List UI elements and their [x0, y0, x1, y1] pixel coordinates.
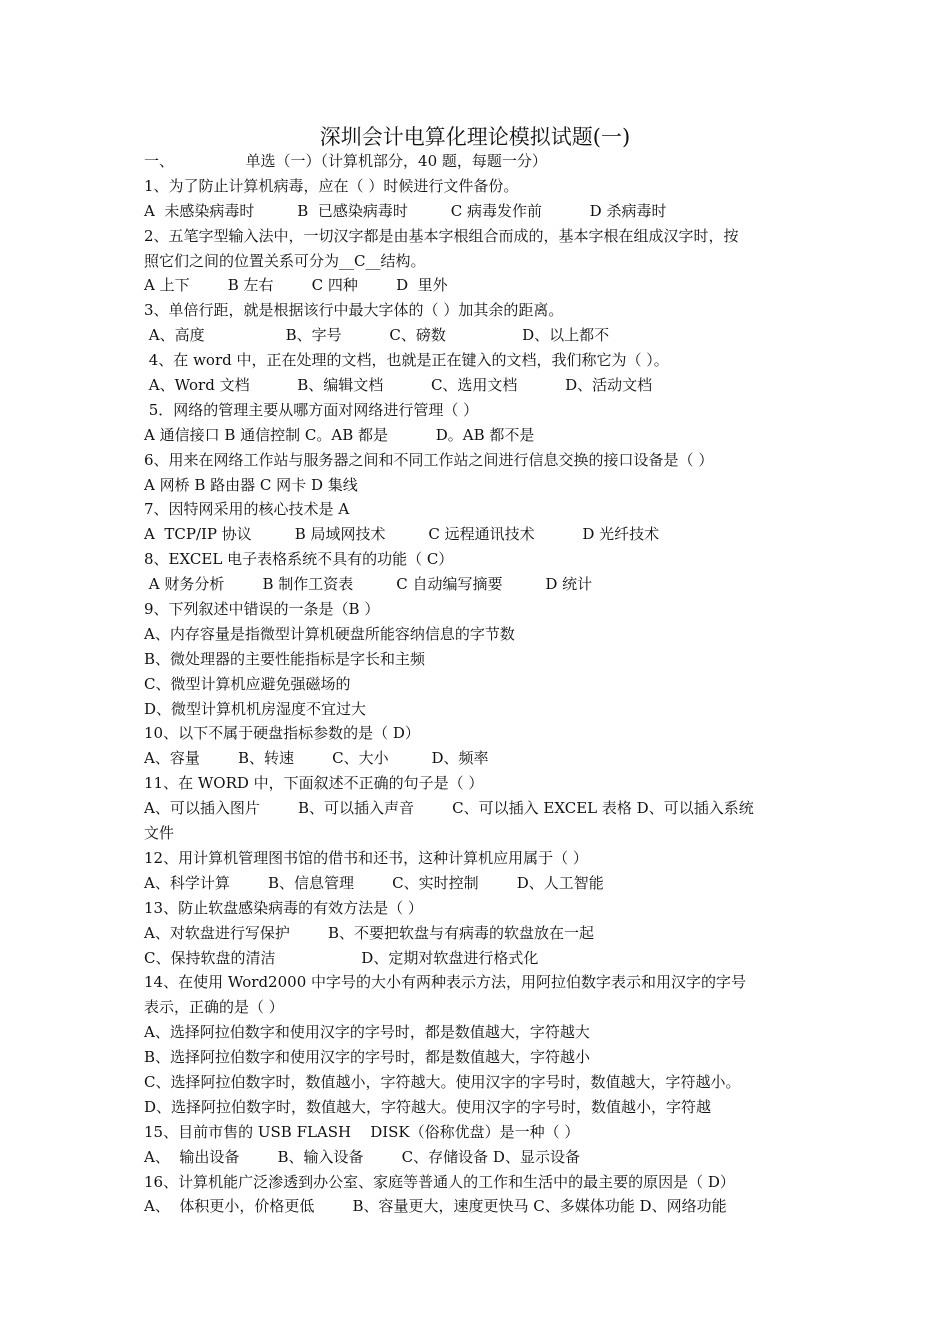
text-line-content: 2、五笔字型输入法中，一切汉字都是由基本字根组合而成的，基本字根在组成汉字时，按: [144, 226, 739, 245]
text-line-content: A、Word 文档 B、编辑文档 C、选用文档 D、活动文档: [144, 376, 653, 395]
text-line-content: A TCP/IP 协议 B 局域网技术 C 远程通讯技术 D 光纤技术: [144, 525, 660, 544]
text-line-content: 6、用来在网络工作站与服务器之间和不同工作站之间进行信息交换的接口设备是（ ）: [144, 450, 714, 469]
text-line-content: 1、为了防止计算机病毒，应在（ ）时候进行文件备份。: [144, 176, 519, 195]
text-line: [144, 522, 824, 547]
text-line: [144, 846, 824, 871]
text-line-content: 3、单倍行距，就是根据该行中最大字体的（ ）加其余的距离。: [144, 301, 564, 320]
text-line-content: A 财务分析 B 制作工资表 C 自动编写摘要 D 统计: [144, 575, 593, 594]
text-line-content: 12、用计算机管理图书馆的借书和还书，这种计算机应用属于（ ）: [144, 848, 588, 867]
text-line: [144, 1045, 824, 1070]
text-line-content: 文件: [144, 824, 175, 843]
text-line: [144, 249, 824, 274]
text-line: [144, 995, 824, 1020]
text-line-content: 一、 单选（一）（计算机部分，40 题，每题一分）: [144, 152, 547, 170]
text-line: [144, 398, 824, 423]
text-line-content: 4、在 word 中，正在处理的文档，也就是正在键入的文档，我们称它为（ ）。: [144, 351, 669, 370]
text-line: [144, 1170, 824, 1195]
text-line: [144, 497, 824, 522]
text-line: [144, 771, 824, 796]
text-line: [144, 1145, 824, 1170]
text-line: [144, 721, 824, 746]
text-line-content: D、选择阿拉伯数字时，数值越大，字符越大。使用汉字的字号时，数值越小，字符越: [144, 1097, 712, 1116]
text-line: [144, 1120, 824, 1145]
text-line: [144, 547, 824, 572]
text-line: [144, 298, 824, 323]
text-line-content: A 通信接口 B 通信控制 C。AB 都是 D。AB 都不是: [144, 425, 535, 444]
text-line-content: A、 输出设备 B、输入设备 C、存储设备 D、显示设备: [144, 1147, 580, 1166]
text-line-content: B、选择阿拉伯数字和使用汉字的字号时，都是数值越大，字符越小: [144, 1048, 591, 1067]
text-line-content: C、微型计算机应避免强磁场的: [144, 674, 351, 693]
text-line-content: 7、因特网采用的核心技术是 A: [144, 500, 350, 519]
text-line-content: A、选择阿拉伯数字和使用汉字的字号时，都是数值越大，字符越大: [144, 1023, 590, 1042]
text-line: [144, 672, 824, 697]
text-line: [144, 473, 824, 498]
text-line-content: D、微型计算机机房湿度不宜过大: [144, 699, 367, 718]
text-line-content: 表示，正确的是（ ）: [144, 998, 284, 1017]
text-line: [144, 946, 824, 971]
text-line: [144, 199, 824, 224]
text-line-content: 11、在 WORD 中，下面叙述不正确的句子是（ ）: [144, 774, 484, 793]
text-line-content: A 未感染病毒时 B 已感染病毒时 C 病毒发作前 D 杀病毒时: [144, 201, 667, 220]
text-line-content: A、高度 B、字号 C、磅数 D、以上都不: [144, 326, 610, 345]
text-line: [144, 323, 824, 348]
text-line-content: 5．网络的管理主要从哪方面对网络进行管理（ ）: [144, 400, 479, 419]
text-line-content: A、科学计算 B、信息管理 C、实时控制 D、人工智能: [144, 873, 604, 892]
text-line-content: C、选择阿拉伯数字时，数值越小，字符越大。使用汉字的字号时，数值越大，字符越小。: [144, 1072, 741, 1091]
text-line-content: 10、以下不属于硬盘指标参数的是（ D）: [144, 724, 420, 743]
text-line-content: 14、在使用 Word2000 中字号的大小有两种表示方法，用阿拉伯数字表示和用汉字的字号: [144, 973, 747, 992]
text-line-content: 16、计算机能广泛渗透到办公室、家庭等普通人的工作和生活中的最主要的原因是（ D）: [144, 1172, 735, 1191]
text-line: [144, 796, 824, 821]
text-line-content: 9、下列叙述中错误的一条是（B ）: [144, 600, 380, 619]
text-line: [144, 1020, 824, 1045]
text-line-content: A、可以插入图片 B、可以插入声音 C、可以插入 EXCEL 表格 D、可以插入系统: [144, 799, 754, 818]
text-line: [144, 348, 824, 373]
text-line: [144, 821, 824, 846]
text-line-content: A、 体积更小，价格更低 B、容量更大，速度更快马 C、多媒体功能 D、网络功能: [144, 1197, 727, 1216]
text-line-content: 8、EXCEL 电子表格系统不具有的功能（ C）: [144, 550, 454, 569]
text-line: [144, 896, 824, 921]
question-text-body: [144, 149, 824, 1219]
text-line-content: C、保持软盘的清洁 D、定期对软盘进行格式化: [144, 948, 539, 967]
text-line-content: A、内存容量是指微型计算机硬盘所能容纳信息的字节数: [144, 624, 515, 643]
text-line: [144, 970, 824, 995]
text-line: [144, 921, 824, 946]
text-line-content: A 网桥 B 路由器 C 网卡 D 集线: [144, 475, 358, 494]
text-line: [144, 224, 824, 249]
text-line: [144, 871, 824, 896]
text-line: [144, 572, 824, 597]
text-line: [144, 423, 824, 448]
text-line: [144, 597, 824, 622]
text-line-content: A、容量 B、转速 C、大小 D、频率: [144, 749, 489, 768]
text-line: [144, 622, 824, 647]
text-line-content: B、微处理器的主要性能指标是字长和主频: [144, 649, 426, 668]
text-line: [144, 273, 824, 298]
text-line: [144, 149, 824, 174]
text-line-content: 13、防止软盘感染病毒的有效方法是（ ）: [144, 898, 423, 917]
text-line-content: 照它们之间的位置关系可分为__C__结构。: [144, 251, 426, 270]
text-line-content: A 上下 B 左右 C 四种 D 里外: [144, 276, 448, 295]
text-line: [144, 1095, 824, 1120]
text-line: [144, 174, 824, 199]
text-line: [144, 697, 824, 722]
text-line: [144, 448, 824, 473]
text-line: [144, 746, 824, 771]
text-line-content: 15、目前市售的 USB FLASH DISK（俗称优盘）是一种（ ）: [144, 1122, 580, 1141]
document-title: 深圳会计电算化理论模拟试题(一): [319, 125, 631, 149]
text-line-content: A、对软盘进行写保护 B、不要把软盘与有病毒的软盘放在一起: [144, 923, 595, 942]
text-line: [144, 1194, 824, 1219]
text-line: [144, 1070, 824, 1095]
text-line: [144, 373, 824, 398]
text-line: [144, 647, 824, 672]
